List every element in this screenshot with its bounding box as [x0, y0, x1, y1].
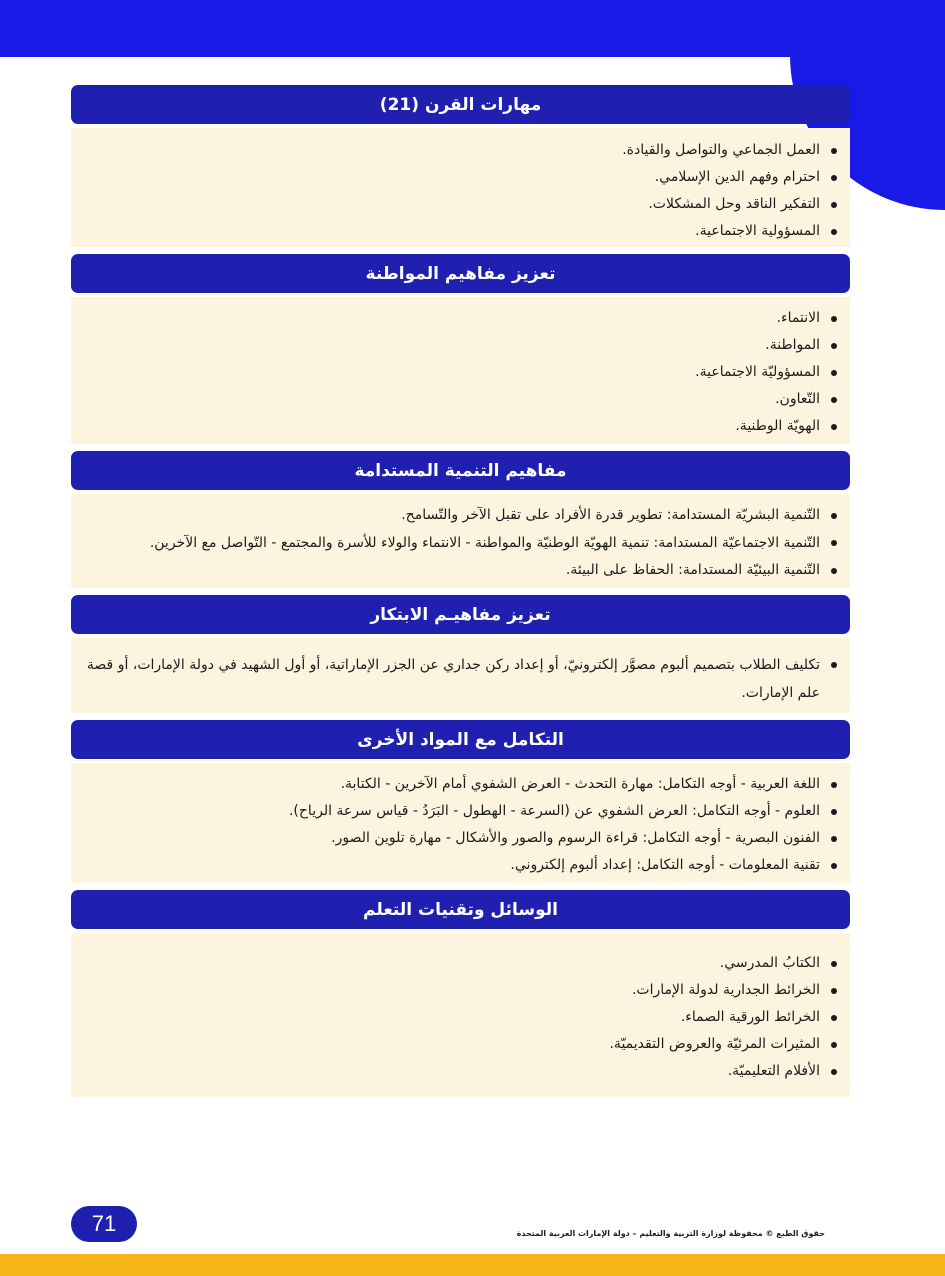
list-item: التّنمية البيئيّة المستدامة: الحفاظ على البيئة.	[81, 557, 820, 584]
list-item: الكتابُ المدرسي.	[81, 950, 820, 977]
list-item: الانتماء.	[81, 305, 820, 332]
list-item: تقنية المعلومات - أوجه التكامل: إعداد ألبوم إلكتروني.	[81, 852, 820, 879]
list-item: الخرائط الورقية الصماء.	[81, 1004, 820, 1031]
list-item: احترام وفهم الدين الإسلامي.	[81, 164, 820, 191]
section-header: مفاهيم التنمية المستدامة	[71, 451, 850, 490]
section-integration	[71, 720, 850, 883]
footer-copyright: حقوق الطبع © محفوظة لوزارة التربية والتعليم – دولة الإمارات العربية المتحدة	[516, 1229, 825, 1238]
list-item: العمل الجماعي والتواصل والقيادة.	[81, 137, 820, 164]
list-item: العلوم - أوجه التكامل: العرض الشفوي عن (السرعة - الهطول - البَرَدُ - قياس سرعة الرياح).	[81, 798, 820, 825]
section-citizenship	[71, 254, 850, 444]
section-body	[71, 128, 850, 247]
section-21st-century-skills	[71, 85, 850, 247]
section-learning-tools	[71, 890, 850, 1097]
page-number: 71	[71, 1206, 137, 1242]
list-item: المسؤولية الاجتماعية.	[81, 218, 820, 245]
bottom-banner	[0, 1254, 945, 1276]
list-item: الخرائط الجدارية لدولة الإمارات.	[81, 977, 820, 1004]
section-body	[71, 933, 850, 1097]
list-item: اللغة العربية - أوجه التكامل: مهارة التحدث - العرض الشفوي أمام الآخرين - الكتابة.	[81, 771, 820, 798]
section-sustainable-development	[71, 451, 850, 588]
section-body	[71, 297, 850, 444]
list-item: التّعاون.	[81, 386, 820, 413]
section-header: تعزيز مفاهيـم الابتكار	[71, 595, 850, 634]
section-body	[71, 638, 850, 713]
list-item: الفنون البصرية - أوجه التكامل: قراءة الرسوم والصور والأشكال - مهارة تلوين الصور.	[81, 825, 820, 852]
list-item: التفكير الناقد وحل المشكلات.	[81, 191, 820, 218]
list-item: التّنمية البشريّة المستدامة: تطوير قدرة الأفراد على تقبل الآخر والتّسامح.	[81, 502, 820, 529]
list-item: الأفلام التعليميّة.	[81, 1058, 820, 1085]
list-item: تكليف الطلاب بتصميم ألبوم مصوَّر إلكترونيّ، أو إعداد ركن جداري عن الجزر الإماراتية، أو أول الشهيد في دولة الإمارات، أو قصة علم الإمارات.	[81, 651, 820, 707]
section-body	[71, 763, 850, 883]
section-innovation	[71, 595, 850, 713]
list-item: المثيرات المرئيّة والعروض التقديميّة.	[81, 1031, 820, 1058]
section-header: التكامل مع المواد الأخرى	[71, 720, 850, 759]
list-item: التّنمية الاجتماعيّة المستدامة: تنمية الهويّة الوطنيّة والمواطنة - الانتماء والولاء للأسرة والمجتمع - التّواصل مع الآخرين.	[81, 529, 820, 557]
section-header: الوسائل وتقنيات التعلم	[71, 890, 850, 929]
list-item: المسؤوليّة الاجتماعية.	[81, 359, 820, 386]
section-header: تعزيز مفاهيم المواطنة	[71, 254, 850, 293]
list-item: الهويّة الوطنية.	[81, 413, 820, 440]
section-header: مهارات القرن (21)	[71, 85, 850, 124]
page-content	[71, 85, 850, 1104]
section-body	[71, 494, 850, 588]
list-item: المواطنة.	[81, 332, 820, 359]
